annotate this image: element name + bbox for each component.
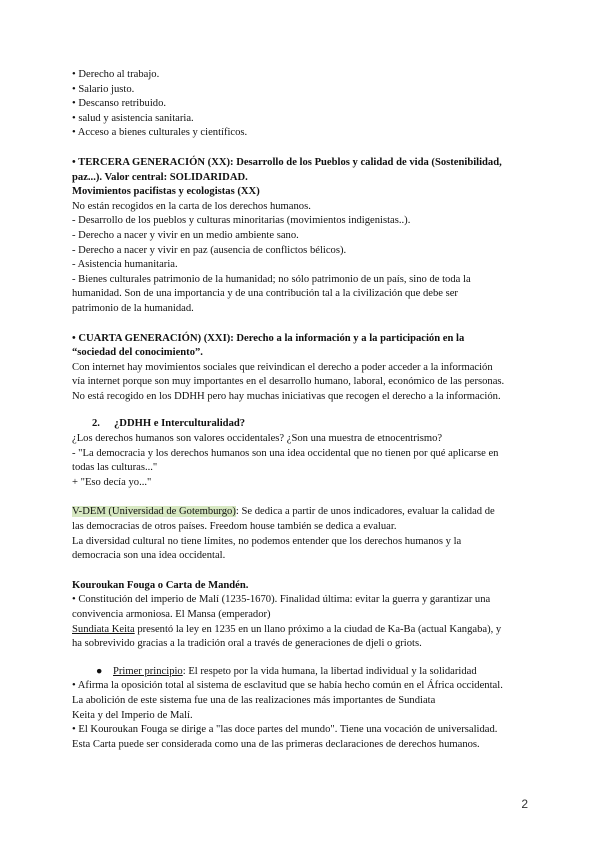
paragraph-line: No están recogidos en la carta de los derechos humanos.	[72, 200, 311, 212]
section-title: Kouroukan Fouga o Carta de Mandén.	[72, 579, 249, 591]
paragraph-line: • Afirma la oposición total al sistema de esclavitud que se había hecho común en el África occidental.	[72, 680, 503, 692]
document-page	[72, 68, 532, 752]
paragraph-line: - "La democracia y los derechos humanos son una idea occidental que no tienen por qué aplicarse en	[72, 447, 499, 459]
bullet-icon: ●	[96, 665, 103, 677]
paragraph-line: ¿Los derechos humanos son valores occidentales? ¿Son una muestra de etnocentrismo?	[72, 433, 443, 445]
paragraph-line: todas las culturas..."	[72, 462, 158, 474]
heading-number: 2.	[92, 418, 100, 430]
principle-item	[72, 665, 532, 680]
paragraph-line: • El Kouroukan Fouga se dirige a "las doce partes del mundo". Tiene una vocación de universalidad.	[72, 724, 498, 736]
heading-title: ¿DDHH e Interculturalidad?	[114, 418, 246, 430]
numbered-heading	[72, 417, 532, 432]
section-heading-cont: “sociedad del conocimiento”.	[72, 347, 203, 359]
fourth-generation-section	[72, 332, 532, 405]
section-subheading: Movimientos pacifistas y ecologistas (XX)	[72, 186, 260, 198]
section-heading: • CUARTA GENERACIÓN) (XXI): Derecho a la información y a la participación en la	[72, 332, 465, 344]
list-item: • Acceso a bienes culturales y científicos.	[72, 127, 248, 139]
third-generation-section	[72, 156, 532, 317]
section-heading: • TERCERA GENERACIÓN (XX): Desarrollo de los Pueblos y calidad de vida (Sostenibilidad,	[72, 156, 502, 168]
text-span: : Se dedica a partir de unos indicadores, evaluar la calidad de	[235, 506, 495, 518]
text-span: presentó la ley en 1235 en un llano próximo a la ciudad de Ka-Ba (actual Kangaba), y	[134, 623, 502, 635]
paragraph-line: + "Eso decía yo..."	[72, 476, 152, 488]
underlined-name: Sundiata Keita	[72, 623, 135, 635]
principle-label: Primer principio	[113, 665, 183, 677]
paragraph-line	[72, 505, 532, 520]
paragraph-line: - Derecho a nacer y vivir en un medio ambiente sano.	[72, 229, 299, 241]
paragraph-line: • Constitución del imperio de Malí (1235-1670). Finalidad última: evitar la guerra y garantizar una	[72, 594, 491, 606]
vdem-paragraph	[72, 505, 532, 563]
paragraph-line: - Asistencia humanitaria.	[72, 259, 178, 271]
list-item: • Descanso retribuido.	[72, 98, 167, 110]
rights-list	[72, 68, 532, 141]
kouroukan-section	[72, 579, 532, 753]
paragraph-line: ha sobrevivido gracias a la tradición oral a través de generaciones de djeli o griots.	[72, 638, 422, 650]
section-heading-cont: paz...). Valor central: SOLIDARIDAD.	[72, 171, 248, 183]
paragraph-line: - Derecho a nacer y vivir en paz (ausencia de conflictos bélicos).	[72, 244, 347, 256]
paragraph-line: patrimonio de la humanidad.	[72, 302, 194, 314]
highlighted-text: V-DEM (Universidad de Gotemburgo)	[72, 506, 236, 518]
paragraph-line: convivencia armoniosa. El Mansa (emperador)	[72, 609, 271, 620]
paragraph-line: Esta Carta puede ser considerada como una de las primeras declaraciones de derechos humanos.	[72, 738, 480, 750]
paragraph-line: La diversidad cultural no tiene límites, no podemos entender que los derechos humanos y la	[72, 535, 462, 547]
list-item: • Salario justo.	[72, 83, 135, 95]
paragraph-line: - Bienes culturales patrimonio de la humanidad; no sólo patrimonio de un país, sino de toda la	[72, 273, 471, 285]
interculturality-section	[72, 417, 532, 490]
paragraph-line: - Desarrollo de los pueblos y culturas minoritarias (movimientos indigenistas..).	[72, 215, 411, 227]
page-number: 2	[521, 797, 528, 811]
paragraph-line: vía internet porque son muy importantes en el desarrollo humano, laboral, económico de las personas.	[72, 376, 505, 388]
paragraph-line	[72, 623, 532, 638]
paragraph-line: humanidad. Son de una importancia y de una contribución tal a la civilización que debe ser	[72, 288, 458, 300]
paragraph-line: La abolición de este sistema fue una de las realizaciones más importantes de Sundiata	[72, 694, 436, 706]
text-span: : El respeto por la vida humana, la libertad individual y la solidaridad	[182, 665, 477, 677]
paragraph-line: Con internet hay movimientos sociales que reivindican el derecho a poder acceder a la información	[72, 361, 493, 373]
list-item: • Derecho al trabajo.	[72, 69, 160, 80]
paragraph-line: las democracias de otros países. Freedom house también se dedica a evaluar.	[72, 521, 397, 533]
paragraph-line: Keita y del Imperio de Malí.	[72, 709, 193, 721]
paragraph-line: No está recogido en los DDHH pero hay muchas iniciativas que recogen el derecho a la información.	[72, 390, 501, 402]
paragraph-line: democracia son una idea occidental.	[72, 550, 226, 562]
list-item: • salud y asistencia sanitaria.	[72, 112, 194, 124]
